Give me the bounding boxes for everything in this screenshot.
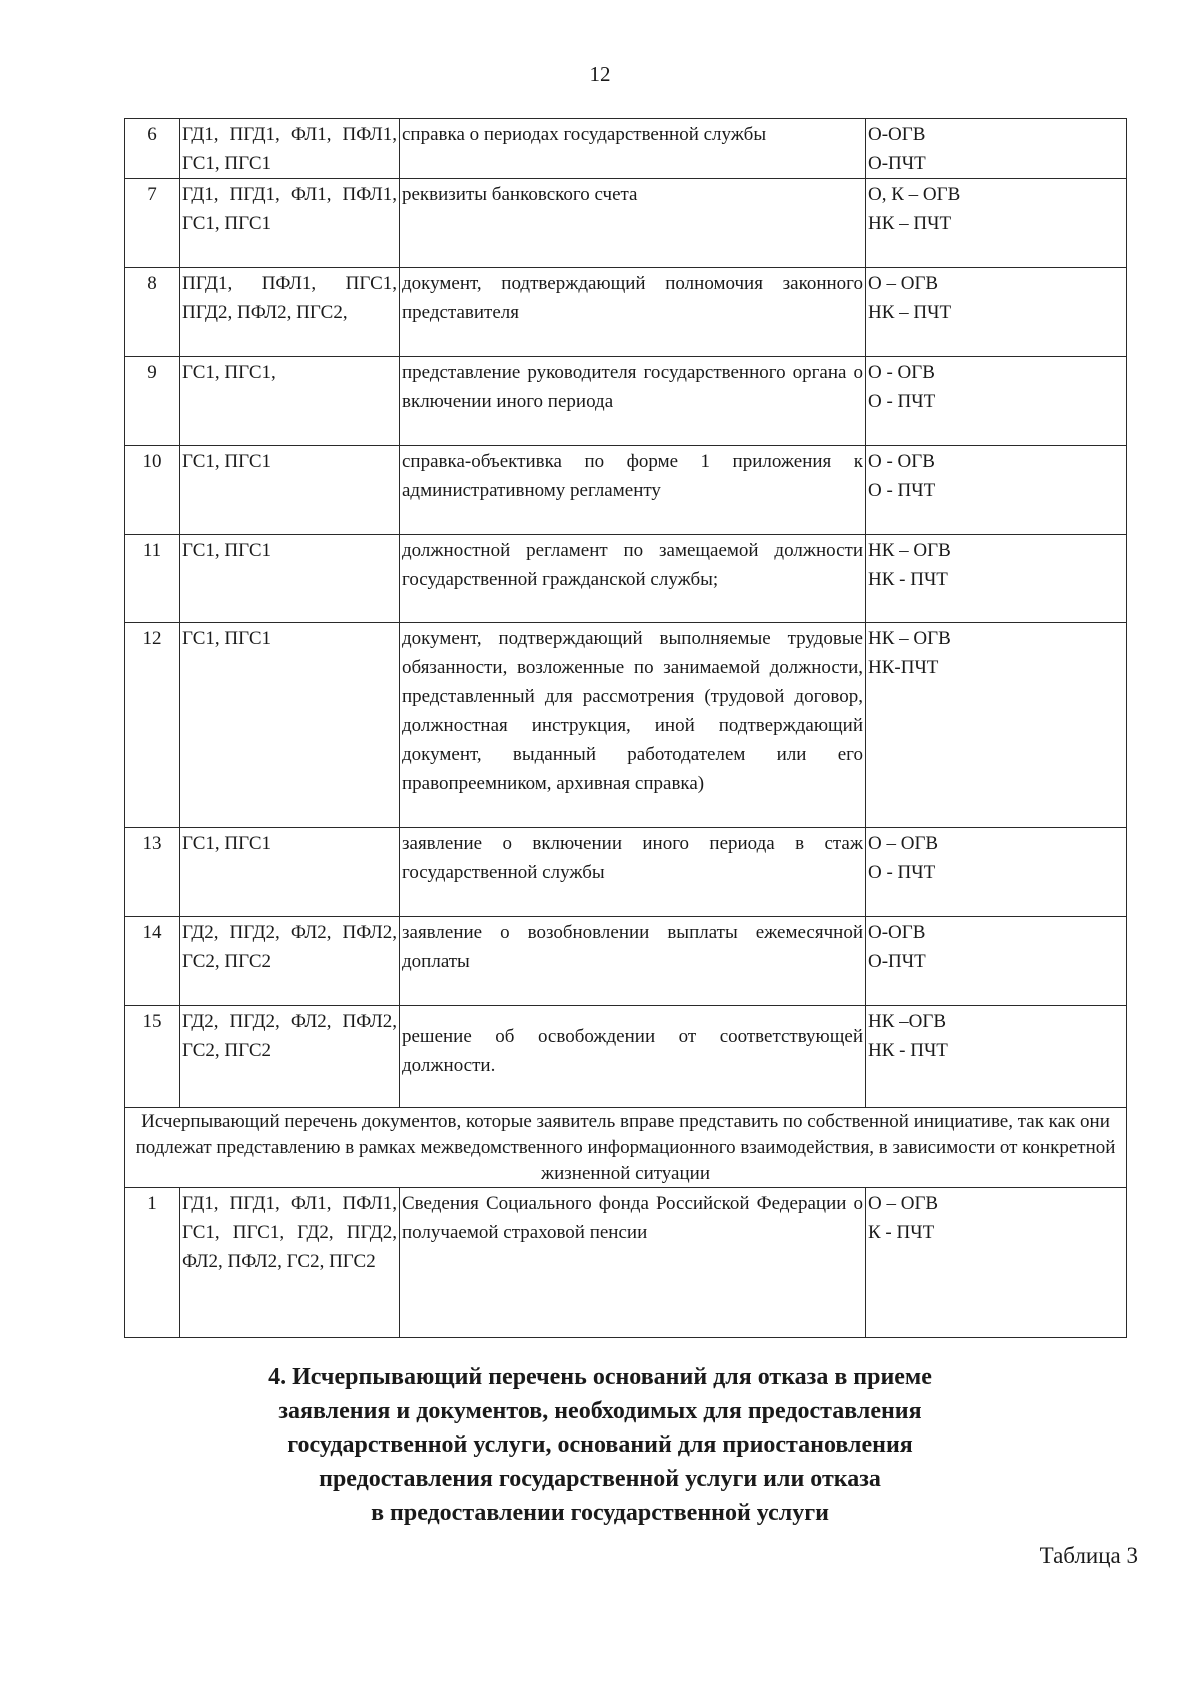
heading-line: заявления и документов, необходимых для предоставления	[278, 1398, 922, 1424]
table-row	[125, 1006, 1127, 1108]
requirement-pcht: НК – ПЧТ	[868, 213, 952, 234]
section-header-text: Исчерпывающий перечень документов, которые заявитель вправе представить по собственной инициативе, так как они подлежат представлению в рамках межведомственного информационного взаимодействия, в зависимости от конкретной жизненной ситуации	[125, 1108, 1127, 1188]
row-number: 1	[125, 1188, 180, 1338]
table-row	[125, 446, 1127, 535]
requirement-pcht: НК - ПЧТ	[868, 569, 948, 590]
requirement-codes	[866, 268, 1127, 357]
document-name: документ, подтверждающий полномочия законного представителя	[400, 268, 866, 357]
row-number: 14	[125, 917, 180, 1006]
row-number: 10	[125, 446, 180, 535]
row-number: 12	[125, 623, 180, 828]
row-number: 6	[125, 119, 180, 179]
requirement-codes	[866, 446, 1127, 535]
requirement-ogv: О, К – ОГВ	[868, 184, 961, 205]
row-number: 11	[125, 535, 180, 623]
row-number: 15	[125, 1006, 180, 1108]
document-name: представление руководителя государственного органа о включении иного периода	[400, 357, 866, 446]
applicant-categories: ГД1, ПГД1, ФЛ1, ПФЛ1, ГС1, ПГС1	[180, 119, 400, 179]
applicant-categories: ГС1, ПГС1	[180, 535, 400, 623]
applicant-categories: ГС1, ПГС1	[180, 828, 400, 917]
document-name: справка-объективка по форме 1 приложения к административному регламенту	[400, 446, 866, 535]
applicant-categories: ГД1, ПГД1, ФЛ1, ПФЛ1, ГС1, ПГС1, ГД2, ПГД2, ФЛ2, ПФЛ2, ГС2, ПГС2	[180, 1188, 400, 1338]
requirement-pcht: К - ПЧТ	[868, 1222, 935, 1243]
requirement-codes	[866, 119, 1127, 179]
row-number: 13	[125, 828, 180, 917]
document-name: заявление о возобновлении выплаты ежемесячной доплаты	[400, 917, 866, 1006]
requirement-pcht: О - ПЧТ	[868, 480, 936, 501]
table-row	[125, 1188, 1127, 1338]
applicant-categories: ПГД1, ПФЛ1, ПГС1, ПГД2, ПФЛ2, ПГС2,	[180, 268, 400, 357]
page-number: 12	[589, 62, 611, 86]
applicant-categories: ГД1, ПГД1, ФЛ1, ПФЛ1, ГС1, ПГС1	[180, 179, 400, 268]
table-row	[125, 828, 1127, 917]
requirement-pcht: О-ПЧТ	[868, 951, 926, 972]
requirement-ogv: О - ОГВ	[868, 451, 935, 472]
requirement-codes	[866, 1188, 1127, 1338]
applicant-categories: ГД2, ПГД2, ФЛ2, ПФЛ2, ГС2, ПГС2	[180, 917, 400, 1006]
requirement-pcht: О - ПЧТ	[868, 391, 936, 412]
requirement-pcht: НК - ПЧТ	[868, 1040, 948, 1061]
requirement-codes	[866, 179, 1127, 268]
requirement-ogv: НК – ОГВ	[868, 628, 951, 649]
document-name: документ, подтверждающий выполняемые трудовые обязанности, возложенные по занимаемой должности, представленный для рассмотрения (трудовой договор, должностная инструкция, иной подтверждающий документ, выданный работодателем или его правопреемником, архивная справка)	[400, 623, 866, 828]
requirement-ogv: НК –ОГВ	[868, 1011, 947, 1032]
heading-line: в предоставлении государственной услуги	[371, 1500, 829, 1526]
documents-table	[124, 118, 1127, 1338]
requirement-codes	[866, 357, 1127, 446]
document-name: справка о периодах государственной службы	[400, 119, 866, 179]
requirement-pcht: О - ПЧТ	[868, 862, 936, 883]
row-number: 7	[125, 179, 180, 268]
requirement-pcht: НК-ПЧТ	[868, 657, 939, 678]
section-heading	[0, 1360, 1200, 1530]
table-row	[125, 357, 1127, 446]
table-caption: Таблица 3	[1039, 1543, 1138, 1568]
document-name: Сведения Социального фонда Российской Федерации о получаемой страховой пенсии	[400, 1188, 866, 1338]
requirement-pcht: НК – ПЧТ	[868, 302, 952, 323]
requirement-codes	[866, 828, 1127, 917]
requirement-codes	[866, 535, 1127, 623]
document-name: заявление о включении иного периода в стаж государственной службы	[400, 828, 866, 917]
requirement-codes	[866, 1006, 1127, 1108]
applicant-categories: ГД2, ПГД2, ФЛ2, ПФЛ2, ГС2, ПГС2	[180, 1006, 400, 1108]
requirement-ogv: О - ОГВ	[868, 362, 935, 383]
applicant-categories: ГС1, ПГС1	[180, 446, 400, 535]
document-name: должностной регламент по замещаемой должности государственной гражданской службы;	[400, 535, 866, 623]
requirement-ogv: О – ОГВ	[868, 1193, 939, 1214]
applicant-categories: ГС1, ПГС1	[180, 623, 400, 828]
row-number: 8	[125, 268, 180, 357]
requirement-ogv: О – ОГВ	[868, 273, 939, 294]
requirement-codes	[866, 917, 1127, 1006]
heading-line: предоставления государственной услуги или отказа	[319, 1466, 881, 1492]
document-name: решение об освобождении от соответствующей должности.	[400, 1006, 866, 1108]
requirement-pcht: О-ПЧТ	[868, 153, 926, 174]
table-row	[125, 535, 1127, 623]
requirement-ogv: НК – ОГВ	[868, 540, 951, 561]
applicant-categories: ГС1, ПГС1,	[180, 357, 400, 446]
table-row	[125, 268, 1127, 357]
table-row	[125, 179, 1127, 268]
table-row	[125, 623, 1127, 828]
requirement-ogv: О-ОГВ	[868, 922, 926, 943]
heading-line: 4. Исчерпывающий перечень оснований для отказа в приеме	[268, 1364, 932, 1390]
heading-line: государственной услуги, оснований для приостановления	[287, 1432, 913, 1458]
requirement-ogv: О – ОГВ	[868, 833, 939, 854]
requirement-ogv: О-ОГВ	[868, 124, 926, 145]
table-row	[125, 119, 1127, 179]
document-name: реквизиты банковского счета	[400, 179, 866, 268]
row-number: 9	[125, 357, 180, 446]
section-header-row	[125, 1108, 1127, 1188]
table-row	[125, 917, 1127, 1006]
requirement-codes	[866, 623, 1127, 828]
